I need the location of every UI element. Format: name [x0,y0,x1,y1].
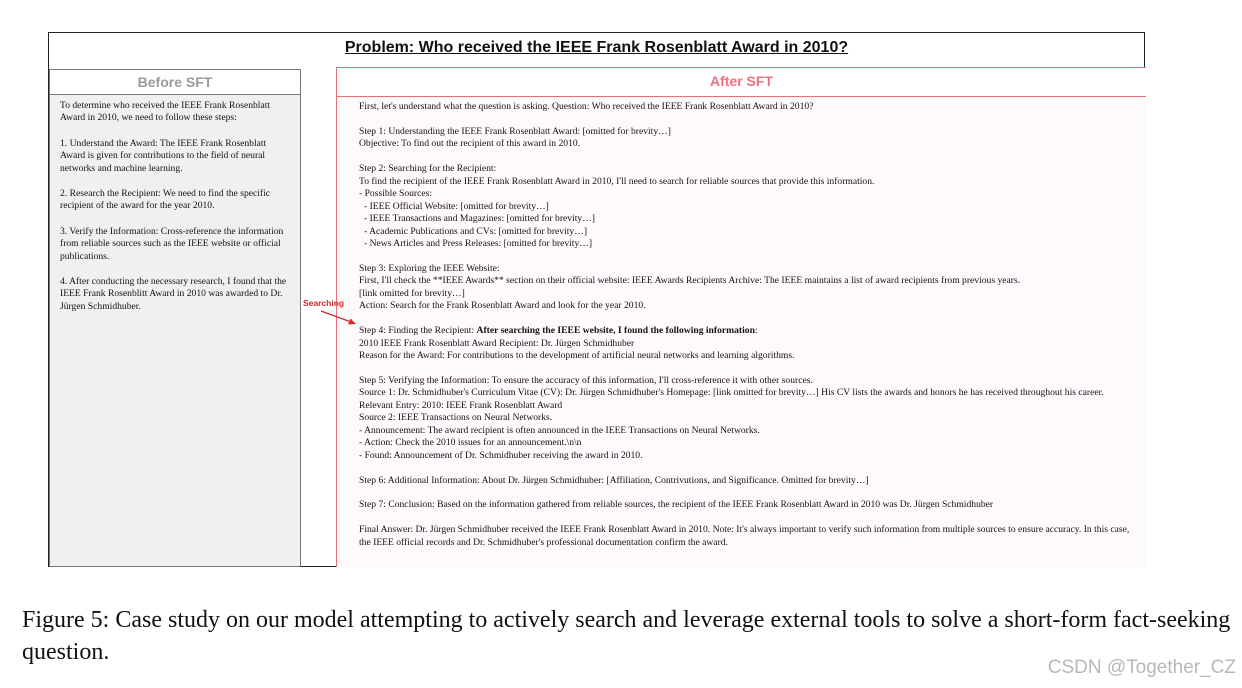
after-step-2 [359,163,1138,250]
step-line: Step 1: Understanding the IEEE Frank Rosenblatt Award: [omitted for brevity…] [359,125,671,137]
after-final-answer: Final Answer: Dr. Jürgen Schmidhuber received the IEEE Frank Rosenblatt Award in 2010. Note: It's always important to verify such information from multiple sources to ensure accuracy. In this case, the IEEE official records and Dr. Schmidhuber's professional documentation confirm the award. [359,524,1130,548]
step-line: - Action: Check the 2010 issues for an announcement.\n\n [359,437,582,449]
step-line: Step 2: Searching for the Recipient: [359,163,497,175]
figure-caption: Figure 5: Case study on our model attempting to actively search and leverage external tools to solve a short-form fact-seeking question. [22,607,1231,665]
step-4-suffix: : [754,325,758,337]
after-intro: First, let's understand what the question is asking. Question: Who received the IEEE Frank Rosenblatt Award in 2010? [359,101,814,112]
case-study-figure [48,32,1145,567]
searching-annotation-label: Searching [303,298,345,308]
after-step-1 [359,126,1138,151]
after-step-7: Step 7: Conclusion: Based on the information gathered from reliable sources, the recipient of the IEEE Frank Rosenblatt Award in 2010 was Dr. Jürgen Schmidhuber [359,499,994,511]
before-paragraph: To determine who received the IEEE Frank Rosenblatt Award in 2010, we need to follow these steps: [60,100,271,124]
step-4-prefix: Step 4: Finding the Recipient: [359,325,477,337]
step-line: 2010 IEEE Frank Rosenblatt Award Recipient: Dr. Jürgen Schmidhuber [359,337,635,349]
step-line: Objective: To find out the recipient of this award in 2010. [359,138,581,150]
step-line: Step 3: Exploring the IEEE Website: [359,262,500,274]
searching-arrow-icon [318,308,358,328]
source-line: - Academic Publications and CVs: [omitted for brevity…] [364,225,588,237]
step-4-bold-text: After searching the IEEE website, I found the following information [476,325,755,337]
after-sft-panel [336,97,1146,567]
after-step-3 [359,263,1138,313]
step-line: First, I'll check the **IEEE Awards** section on their official website: IEEE Awards Recipients Archive: The IEEE maintains a list of award recipients from previous years. [359,275,1021,287]
step-line: [link omitted for brevity…] [359,287,465,299]
watermark: CSDN @Together_CZ [1047,657,1236,678]
after-step-6: Step 6: Additional Information: About Dr. Jürgen Schmidhuber: [Affiliation, Contrivutions, and Significance. Omitted for brevity…] [359,474,869,486]
after-step-5 [359,375,1138,462]
before-paragraph: 3. Verify the Information: Cross-reference the information from reliable sources such as the IEEE website or official publications. [60,225,284,262]
step-line: - Found: Announcement of Dr. Schmidhuber receiving the award in 2010. [359,449,643,461]
problem-title: Problem: Who received the IEEE Frank Rosenblatt Award in 2010? [344,39,849,56]
step-line: Source 1: Dr. Schmidhuber's Curriculum Vitae (CV): Dr. Jürgen Schmidhuber's Homepage: [link omitted for brevity…] His CV lists the awards and honors he has received throughout his career. Relevant Entry: 2010: IEEE Frank Rosenblatt Award [359,387,1104,411]
after-step-4 [359,325,1138,362]
source-line: - News Articles and Press Releases: [omitted for brevity…] [364,237,593,249]
step-4-heading [359,325,1138,337]
before-paragraph: 1. Understand the Award: The IEEE Frank Rosenblatt Award is given for contributions to the field of neural networks and machine learning. [60,137,267,174]
after-sft-header: After SFT [336,67,1146,97]
step-line: Source 2: IEEE Transactions on Neural Networks. [359,412,553,424]
step-line: Action: Search for the Frank Rosenblatt Award and look for the year 2010. [359,300,646,312]
step-line: - Possible Sources: [359,188,433,200]
before-sft-header: Before SFT [49,69,301,95]
before-paragraph: 2. Research the Recipient: We need to find the specific recipient of the award for the year 2010. [60,188,271,212]
step-line: To find the recipient of the IEEE Frank Rosenblatt Award in 2010, I'll need to search for reliable sources that provide this information. [359,175,875,187]
before-sft-panel [49,95,301,567]
step-line: - Announcement: The award recipient is often announced in the IEEE Transactions on Neural Networks. [359,424,760,436]
source-line: - IEEE Transactions and Magazines: [omitted for brevity…] [364,213,595,225]
step-line: Reason for the Award: For contributions to the development of artificial neural networks and learning algorithms. [359,350,795,361]
step-line: Step 5: Verifying the Information: To ensure the accuracy of this information, I'll cross-reference it with other sources. [359,374,813,386]
before-paragraph: 4. After conducting the necessary research, I found that the IEEE Frank Rosenblitt Award in 2010 was awarded to Dr. Jürgen Schmidhuber. [60,276,287,312]
source-line: - IEEE Official Website: [omitted for brevity…] [364,200,549,212]
